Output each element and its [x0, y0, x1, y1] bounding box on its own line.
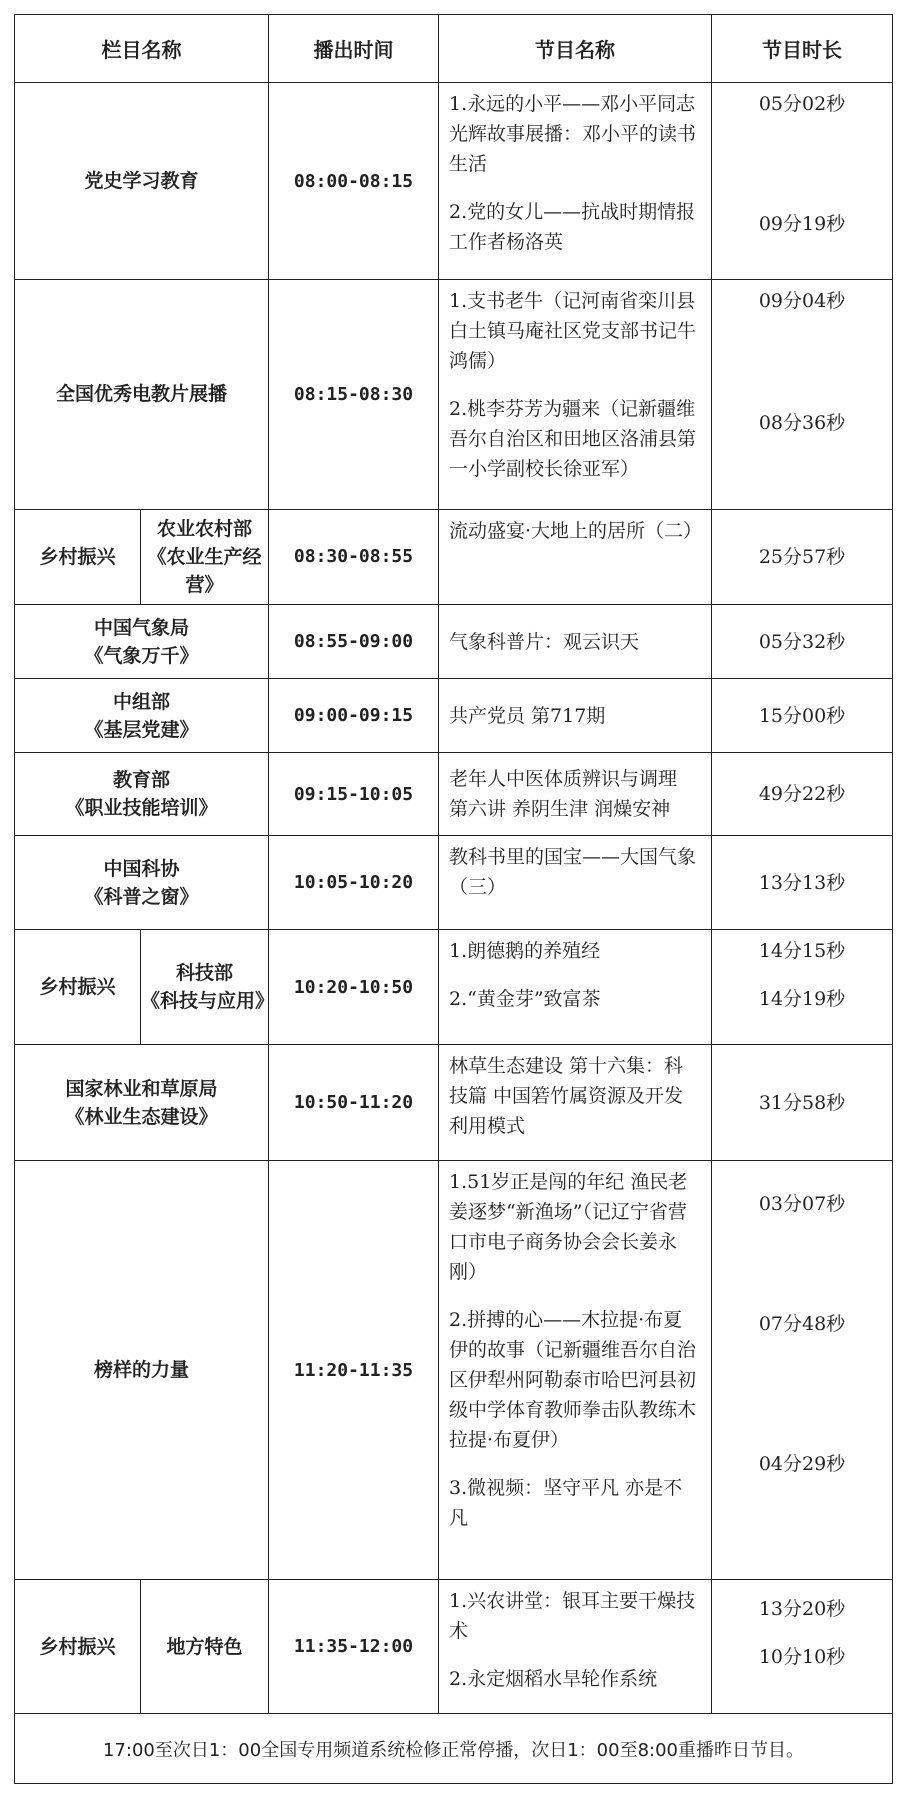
duration: 25分57秒	[758, 545, 846, 568]
column-name: 国家林业和草原局 《林业生态建设》	[15, 1044, 269, 1161]
duration-cell	[712, 279, 893, 509]
duration-cell	[712, 679, 893, 753]
program-title: 教科书里的国宝——大国气象（三）	[449, 846, 697, 899]
air-time: 10:20-10:50	[269, 930, 439, 1044]
duration-cell	[712, 930, 893, 1044]
air-time: 11:20-11:35	[269, 1161, 439, 1579]
column-name: 中组部 《基层党建》	[15, 679, 269, 753]
column-name: 全国优秀电教片展播	[15, 279, 269, 509]
duration: 05分02秒	[758, 93, 846, 116]
program-title: 1.51岁正是闯的年纪 渔民老姜逐梦“新渔场”（记辽宁省营口市电子商务协会会长姜永刚）	[449, 1171, 688, 1284]
duration-cell	[712, 1579, 893, 1714]
air-time: 10:05-10:20	[269, 836, 439, 930]
program-title: 气象科普片：观云识天	[449, 630, 640, 653]
program-cell	[439, 679, 712, 753]
table-row	[15, 836, 893, 930]
duration: 14分15秒	[758, 940, 846, 963]
table-row	[15, 679, 893, 753]
header-column-name: 栏目名称	[15, 15, 269, 83]
table-row	[15, 1579, 893, 1714]
duration-cell	[712, 605, 893, 679]
table-row	[15, 83, 893, 279]
footer-row	[15, 1714, 893, 1784]
column-name: 农业农村部 《农业生产经营》	[141, 509, 269, 604]
duration-cell	[712, 836, 893, 930]
duration: 09分04秒	[758, 289, 846, 312]
program-cell	[439, 1044, 712, 1161]
header-program-name: 节目名称	[439, 15, 712, 83]
air-time: 08:15-08:30	[269, 279, 439, 509]
program-cell	[439, 509, 712, 604]
table-row	[15, 753, 893, 836]
duration: 09分19秒	[758, 213, 846, 236]
duration: 07分48秒	[758, 1313, 846, 1336]
schedule-container	[14, 14, 892, 1784]
duration: 31分58秒	[758, 1091, 846, 1114]
duration-cell	[712, 509, 893, 604]
column-name: 地方特色	[141, 1579, 269, 1714]
program-cell	[439, 930, 712, 1044]
program-title: 3.微视频：坚守平凡 亦是不凡	[449, 1477, 683, 1530]
duration: 13分13秒	[758, 871, 846, 894]
program-title: 2.桃李芬芳为疆来（记新疆维吾尔自治区和田地区洛浦县第一小学副校长徐亚军）	[449, 397, 697, 480]
column-group: 乡村振兴	[15, 509, 141, 604]
duration: 14分19秒	[758, 988, 846, 1011]
program-cell	[439, 605, 712, 679]
program-title: 2.拼搏的心——木拉提·布夏伊的故事（记新疆维吾尔自治区伊犁州阿勒泰市哈巴河县初级中学体育教师拳击队教练木拉提·布夏伊）	[449, 1309, 697, 1452]
air-time: 09:00-09:15	[269, 679, 439, 753]
program-title: 2.党的女儿——抗战时期情报工作者杨洛英	[449, 201, 696, 254]
table-row	[15, 279, 893, 509]
footer-note: 17:00至次日1：00全国专用频道系统检修正常停播，次日1：00至8:00重播昨日节目。	[15, 1714, 893, 1784]
air-time: 09:15-10:05	[269, 753, 439, 836]
schedule-table	[14, 14, 893, 1784]
duration-cell	[712, 1161, 893, 1579]
program-cell	[439, 83, 712, 279]
air-time: 11:35-12:00	[269, 1579, 439, 1714]
table-row	[15, 1161, 893, 1579]
air-time: 08:00-08:15	[269, 83, 439, 279]
program-cell	[439, 753, 712, 836]
program-title: 共产党员 第717期	[449, 704, 606, 727]
program-title: 林草生态建设 第十六集：科技篇 中国箬竹属资源及开发利用模式	[449, 1054, 684, 1137]
program-title: 1.永远的小平——邓小平同志光辉故事展播：邓小平的读书生活	[449, 93, 697, 176]
air-time: 10:50-11:20	[269, 1044, 439, 1161]
program-title: 1.支书老牛（记河南省栾川县白土镇马庵社区党支部书记牛鸿儒）	[449, 289, 697, 372]
duration: 04分29秒	[758, 1453, 846, 1476]
program-cell	[439, 836, 712, 930]
header-air-time: 播出时间	[269, 15, 439, 83]
program-title: 流动盛宴·大地上的居所（二）	[449, 519, 703, 542]
duration-cell	[712, 1044, 893, 1161]
duration-cell	[712, 83, 893, 279]
column-group: 乡村振兴	[15, 1579, 141, 1714]
column-name: 教育部 《职业技能培训》	[15, 753, 269, 836]
program-cell	[439, 1579, 712, 1714]
table-row	[15, 605, 893, 679]
duration: 49分22秒	[758, 783, 846, 806]
air-time: 08:30-08:55	[269, 509, 439, 604]
duration: 10分10秒	[758, 1645, 846, 1668]
table-row	[15, 930, 893, 1044]
header-row	[15, 15, 893, 83]
duration: 05分32秒	[758, 630, 846, 653]
duration: 08分36秒	[758, 411, 846, 434]
program-title: 2.永定烟稻水旱轮作系统	[449, 1667, 658, 1690]
column-name: 榜样的力量	[15, 1161, 269, 1579]
column-name: 党史学习教育	[15, 83, 269, 279]
column-name: 中国科协 《科普之窗》	[15, 836, 269, 930]
column-name: 中国气象局 《气象万千》	[15, 605, 269, 679]
header-duration: 节目时长	[712, 15, 893, 83]
program-title: 1.兴农讲堂：银耳主要干燥技术	[449, 1589, 696, 1642]
program-cell	[439, 279, 712, 509]
program-title: 老年人中医体质辨识与调理 第六讲 养阴生津 润燥安神	[449, 768, 678, 821]
duration: 03分07秒	[758, 1193, 846, 1216]
program-title: 2.“黄金芽”致富茶	[449, 988, 601, 1011]
duration: 13分20秒	[758, 1597, 846, 1620]
column-name: 科技部 《科技与应用》	[141, 930, 269, 1044]
duration: 15分00秒	[758, 704, 846, 727]
table-row	[15, 509, 893, 604]
table-row	[15, 1044, 893, 1161]
air-time: 08:55-09:00	[269, 605, 439, 679]
program-cell	[439, 1161, 712, 1579]
column-group: 乡村振兴	[15, 930, 141, 1044]
program-title: 1.朗德鹅的养殖经	[449, 940, 601, 963]
duration-cell	[712, 753, 893, 836]
